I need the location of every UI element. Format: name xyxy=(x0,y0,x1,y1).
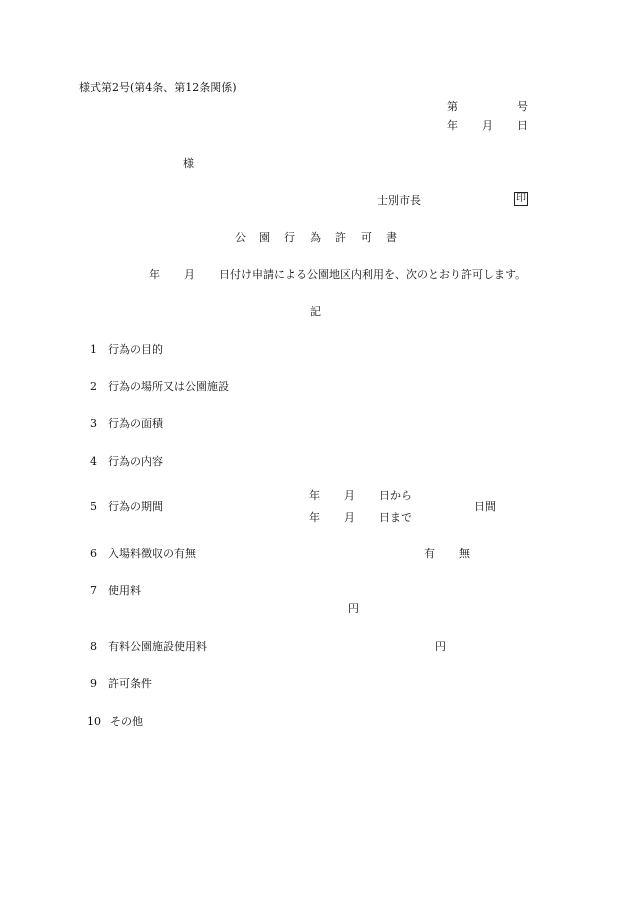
item-number: 1 xyxy=(90,343,97,356)
item-label-location: 行為の場所又は公園施設 xyxy=(108,380,229,393)
period-to-day: 日まで xyxy=(379,511,412,524)
title-char: 園 xyxy=(259,231,270,244)
item-label-purpose: 行為の目的 xyxy=(108,343,163,356)
item-label-admission: 入場料徴収の有無 xyxy=(108,547,196,560)
body-month: 月 xyxy=(184,268,195,281)
item-number: 6 xyxy=(90,547,97,560)
date-day: 日 xyxy=(517,119,528,132)
facility-fee-unit: 円 xyxy=(435,640,446,653)
item-label-other: その他 xyxy=(110,715,143,728)
period-from-day: 日から xyxy=(379,489,412,502)
date-month: 月 xyxy=(482,119,493,132)
item-number: 3 xyxy=(90,417,97,430)
title-char: 書 xyxy=(386,231,397,244)
item-number: 7 xyxy=(90,584,97,597)
item-number: 9 xyxy=(90,677,97,690)
title-char: 為 xyxy=(310,231,321,244)
addressee-honorific: 様 xyxy=(183,157,194,170)
item-label-conditions: 許可条件 xyxy=(108,677,152,690)
item-label-content: 行為の内容 xyxy=(108,455,163,468)
seal-stamp-box xyxy=(514,192,528,206)
note-heading: 記 xyxy=(310,305,321,318)
item-number: 5 xyxy=(90,500,97,513)
item-number: 10 xyxy=(87,715,101,728)
usage-fee-unit: 円 xyxy=(348,602,359,615)
item-label-usage-fee: 使用料 xyxy=(108,584,141,597)
period-days: 日間 xyxy=(474,500,496,513)
body-year: 年 xyxy=(149,268,160,281)
body-sentence: 日付け申請による公園地区内利用を、次のとおり許可します。 xyxy=(219,268,527,281)
admission-yes: 有 xyxy=(424,547,435,560)
doc-number-suffix: 号 xyxy=(517,100,528,113)
title-char: 可 xyxy=(361,231,372,244)
issuer-name: 士別市長 xyxy=(377,194,421,207)
item-label-facility-fee: 有料公園施設使用料 xyxy=(108,640,207,653)
form-number: 様式第2号(第4条、第12条関係) xyxy=(79,81,237,94)
period-from-year: 年 xyxy=(309,489,320,502)
item-number: 4 xyxy=(90,455,97,468)
item-number: 2 xyxy=(90,380,97,393)
seal-label: 印 xyxy=(516,193,526,204)
title-char: 行 xyxy=(284,231,295,244)
item-number: 8 xyxy=(90,640,97,653)
title-char: 許 xyxy=(335,231,346,244)
doc-number-prefix: 第 xyxy=(447,100,458,113)
period-to-year: 年 xyxy=(309,511,320,524)
period-to-month: 月 xyxy=(344,511,355,524)
item-label-period: 行為の期間 xyxy=(108,500,163,513)
date-year: 年 xyxy=(447,119,458,132)
title-char: 公 xyxy=(235,231,246,244)
item-label-area: 行為の面積 xyxy=(108,417,163,430)
admission-no: 無 xyxy=(459,547,470,560)
period-from-month: 月 xyxy=(344,489,355,502)
